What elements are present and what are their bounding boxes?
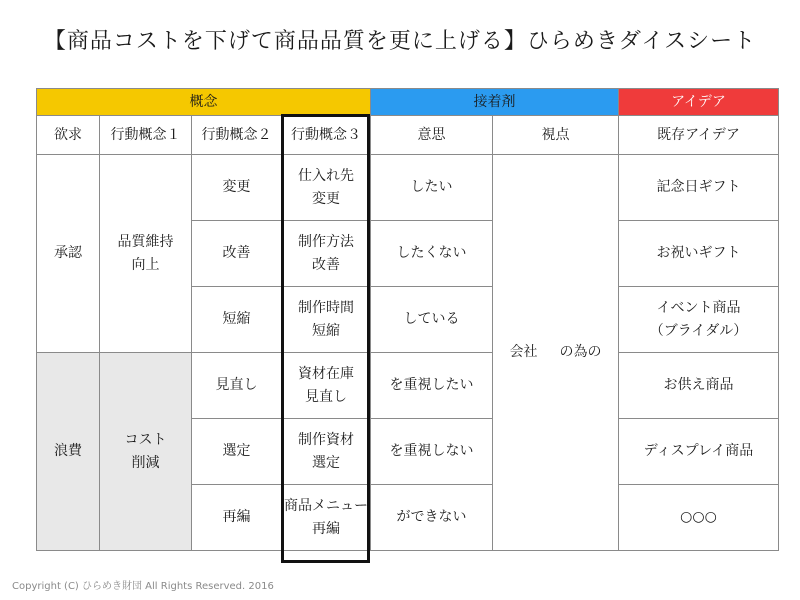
concept1-cost-line1: コスト bbox=[124, 432, 167, 449]
group-adhesive: 接着剤 bbox=[371, 89, 619, 116]
concept3-cell bbox=[282, 485, 371, 551]
concept3-cell bbox=[282, 353, 371, 419]
intention-cell: ができない bbox=[371, 485, 493, 551]
column-header-row bbox=[37, 116, 779, 155]
intention-cell: している bbox=[371, 287, 493, 353]
concept3-line2: 改善 bbox=[312, 256, 340, 273]
concept3-line2: 選定 bbox=[312, 454, 340, 471]
intention-cell: を重視したい bbox=[371, 353, 493, 419]
concept3-line1: 制作資材 bbox=[298, 432, 354, 449]
idea-line1: ディスプレイ商品 bbox=[643, 443, 754, 460]
concept3-line2: 変更 bbox=[312, 190, 340, 207]
concept2-cell: 変更 bbox=[192, 155, 282, 221]
group-header-row bbox=[37, 89, 779, 116]
concept3-line2: 再編 bbox=[312, 520, 340, 537]
idea-line1: イベント商品 bbox=[656, 300, 741, 317]
concept3-line1: 商品メニュー bbox=[284, 498, 368, 515]
concept3-line1: 制作方法 bbox=[298, 234, 354, 251]
idea-cell bbox=[619, 419, 779, 485]
desire-approval: 承認 bbox=[37, 155, 100, 353]
header-existing-idea: 既存アイデア bbox=[619, 116, 779, 155]
concept1-cost-line2: 削減 bbox=[131, 454, 160, 471]
concept2-cell: 見直し bbox=[192, 353, 282, 419]
idea-line1: お供え商品 bbox=[663, 377, 734, 394]
idea-cell bbox=[619, 221, 779, 287]
page-title: 【商品コストを下げて商品品質を更に上げる】ひらめきダイスシート bbox=[43, 29, 757, 54]
viewpoint-cell bbox=[493, 155, 619, 551]
header-concept2: 行動概念２ bbox=[192, 116, 282, 155]
copyright-notice: Copyright (C) ひらめき財団 All Rights Reserved. 2016 bbox=[12, 581, 274, 592]
idea-line1: お祝いギフト bbox=[656, 245, 741, 262]
intention-cell: を重視しない bbox=[371, 419, 493, 485]
header-intention: 意思 bbox=[371, 116, 493, 155]
concept3-line2: 見直し bbox=[305, 388, 347, 405]
viewpoint-company: 会社 bbox=[509, 344, 538, 361]
table-row bbox=[37, 155, 779, 221]
concept3-cell bbox=[282, 287, 371, 353]
table-row bbox=[37, 353, 779, 419]
idea-line1: ○○○ bbox=[680, 509, 717, 526]
idea-cell bbox=[619, 485, 779, 551]
concept1-quality bbox=[100, 155, 192, 353]
header-concept3: 行動概念３ bbox=[282, 116, 371, 155]
concept3-line1: 仕入れ先 bbox=[298, 168, 354, 185]
concept2-cell: 選定 bbox=[192, 419, 282, 485]
header-viewpoint: 視点 bbox=[493, 116, 619, 155]
concept3-line2: 短縮 bbox=[312, 322, 340, 339]
intention-cell: したくない bbox=[371, 221, 493, 287]
group-idea: アイデア bbox=[619, 89, 779, 116]
concept3-line1: 制作時間 bbox=[298, 300, 354, 317]
concept1-cost bbox=[100, 353, 192, 551]
group-concept: 概念 bbox=[37, 89, 371, 116]
idea-cell bbox=[619, 353, 779, 419]
concept3-cell bbox=[282, 221, 371, 287]
concept1-quality-line2: 向上 bbox=[131, 256, 160, 273]
concept1-quality-line1: 品質維持 bbox=[117, 234, 174, 251]
concept2-cell: 改善 bbox=[192, 221, 282, 287]
concept3-cell bbox=[282, 155, 371, 221]
concept3-cell bbox=[282, 419, 371, 485]
viewpoint-for: の為の bbox=[559, 344, 602, 361]
desire-waste: 浪費 bbox=[37, 353, 100, 551]
concept2-cell: 短縮 bbox=[192, 287, 282, 353]
idea-line1: 記念日ギフト bbox=[656, 179, 741, 196]
idea-line2: （ブライダル） bbox=[649, 322, 748, 339]
idea-cell bbox=[619, 155, 779, 221]
concept2-cell: 再編 bbox=[192, 485, 282, 551]
dice-sheet-table bbox=[36, 88, 779, 551]
concept3-line1: 資材在庫 bbox=[298, 366, 354, 383]
header-desire: 欲求 bbox=[37, 116, 100, 155]
header-concept1: 行動概念１ bbox=[100, 116, 192, 155]
intention-cell: したい bbox=[371, 155, 493, 221]
idea-cell bbox=[619, 287, 779, 353]
